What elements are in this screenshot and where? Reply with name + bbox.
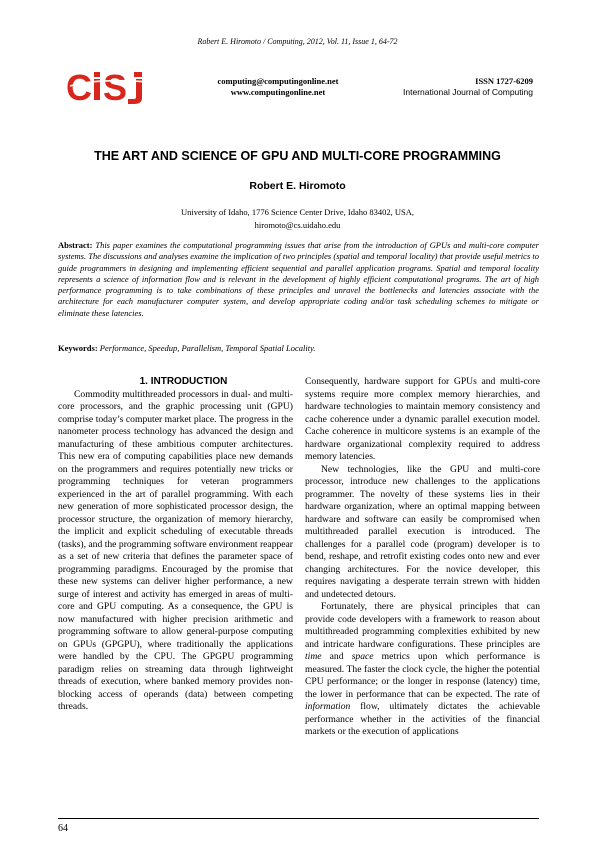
- text-run: flow, ultimately dictates the achievable performance whether in the activities of the financial markets or the execution of applications: [305, 701, 540, 737]
- text-run: Fortunately, there are physical principles that can provide code developers with a framework to reason about multithreaded programming complexities exhibited by new and intricate hardware configurations. These principles are: [305, 601, 540, 650]
- affiliation: [0, 206, 595, 232]
- paragraph: Consequently, hardware support for GPUs and multi-core systems require more complex memory hierarchies, and hardware technologies to maintain memory consistency and cache coherence under a dynamic parallel execution model. Cache coherence in multicore systems is an example of the hardware organizational complexity required to address memory latencies.: [305, 376, 540, 462]
- text-run: metrics upon which performance is measured. The faster the clock cycle, the higher the potential CPU performance; or the longer in response (latency) time, the lower in performance that can be expected. The rate of: [305, 651, 541, 700]
- paper-title: THE ART AND SCIENCE OF GPU AND MULTI-CORE PROGRAMMING: [94, 149, 501, 163]
- issn: ISSN 1727-6209: [475, 76, 533, 86]
- journal-contact: [205, 76, 351, 98]
- author-name: Robert E. Hiromoto: [249, 180, 346, 192]
- text-run: information: [305, 701, 351, 712]
- journal-website[interactable]: www.computingonline.net: [230, 87, 326, 97]
- svg-text:S: S: [103, 70, 128, 104]
- abstract: [58, 240, 539, 319]
- author-email[interactable]: hiromoto@cs.uidaho.edu: [254, 220, 341, 230]
- keywords: [58, 343, 539, 353]
- page-number: 64: [58, 823, 68, 834]
- affiliation-address: University of Idaho, 1776 Science Center Drive, Idaho 83402, USA,: [181, 207, 414, 217]
- right-column: [305, 376, 540, 739]
- keywords-label: Keywords:: [58, 343, 98, 353]
- left-column: [58, 376, 293, 714]
- abstract-text: This paper examines the computational programming issues that arise from the introduction of GPUs and multi-core computer systems. The discussions and analyses examine the implication of two principles (spatial and temporal locality) that provide useful metrics to guide programmers in designing and implementing efficient sequential and parallel application programs. Spatial and temporal locality represents a science of information flow and is relevant in the development of highly efficient computational programs. The art of high performance programming is to take combinations of these principles and unravel the bottlenecks and latencies associate with the architecture for each manufacturer computer system, and develop appropriate coding and/or task scheduling schemes to mitigate or eliminate these latencies.: [58, 240, 539, 318]
- journal-name: International Journal of Computing: [403, 87, 533, 97]
- running-head: Robert E. Hiromoto / Computing, 2012, Vol. 11, Issue 1, 64-72: [197, 37, 398, 46]
- paragraph: [305, 601, 540, 739]
- svg-text:C: C: [66, 70, 91, 104]
- footer-rule: [58, 818, 539, 819]
- section-heading: 1. INTRODUCTION: [139, 376, 228, 387]
- abstract-label: Abstract:: [58, 240, 93, 250]
- journal-email[interactable]: computing@computingonline.net: [217, 76, 339, 86]
- paragraph: New technologies, like the GPU and multi-core processor, introduce new challenges to the applications programmer. The novelty of these systems lies in their hardware organization, where an optimal mapping between hardware and software can easily be compromised when multithreaded parallel execution is introduced. The challenges for a parallel code (program) developer is to bend, reshape, and retrofit existing codes onto new and ever changing architectures. For the novice developer, this requires navigating a desperate terrain strewn with hidden and undetected detours.: [305, 463, 540, 600]
- text-run: and: [321, 651, 352, 662]
- journal-info: [403, 76, 533, 98]
- text-run: space: [351, 651, 374, 662]
- text-run: time: [305, 651, 322, 662]
- keywords-text: Performance, Speedup, Parallelism, Temporal Spatial Locality.: [99, 343, 316, 353]
- paragraph: Commodity multithreaded processors in dual- and multi-core processors, and the graphic processing unit (GPU) comprise today’s computer market place. The progress in the nanometer process technology has advanced the design and manufacturing of these ambitious computer architectures. This new era of computing capabilities place new demands on the programmers and requires potentially new tricks or programming techniques for veteran programmers experienced in the art of parallel programming. With each new generation of more sophisticated processor design, the processor structure, the organization of memory hierarchy, the implicit and explicit scheduling of executable threads (tasks), and the programming software environment reappear as a set of new criteria that defines the parameter space of programming paradigms. Encouraged by the promise that these new systems can deliver higher performance, a new surge of interest and activity has emerged in areas of multi-core and GPU computing. As a consequence, the GPU is now manufactured with higher precision arithmetic and programming software to allow general-purpose computing on GPUs (GPGPU), where traditionally the applications were handled by the CPU. The GPGPU programming paradigm relies on streaming data through lightweight threads of execution, where banked memory provides non-blocking access of operands (data) between competing threads.: [58, 388, 293, 712]
- cisj-logo: [66, 70, 158, 104]
